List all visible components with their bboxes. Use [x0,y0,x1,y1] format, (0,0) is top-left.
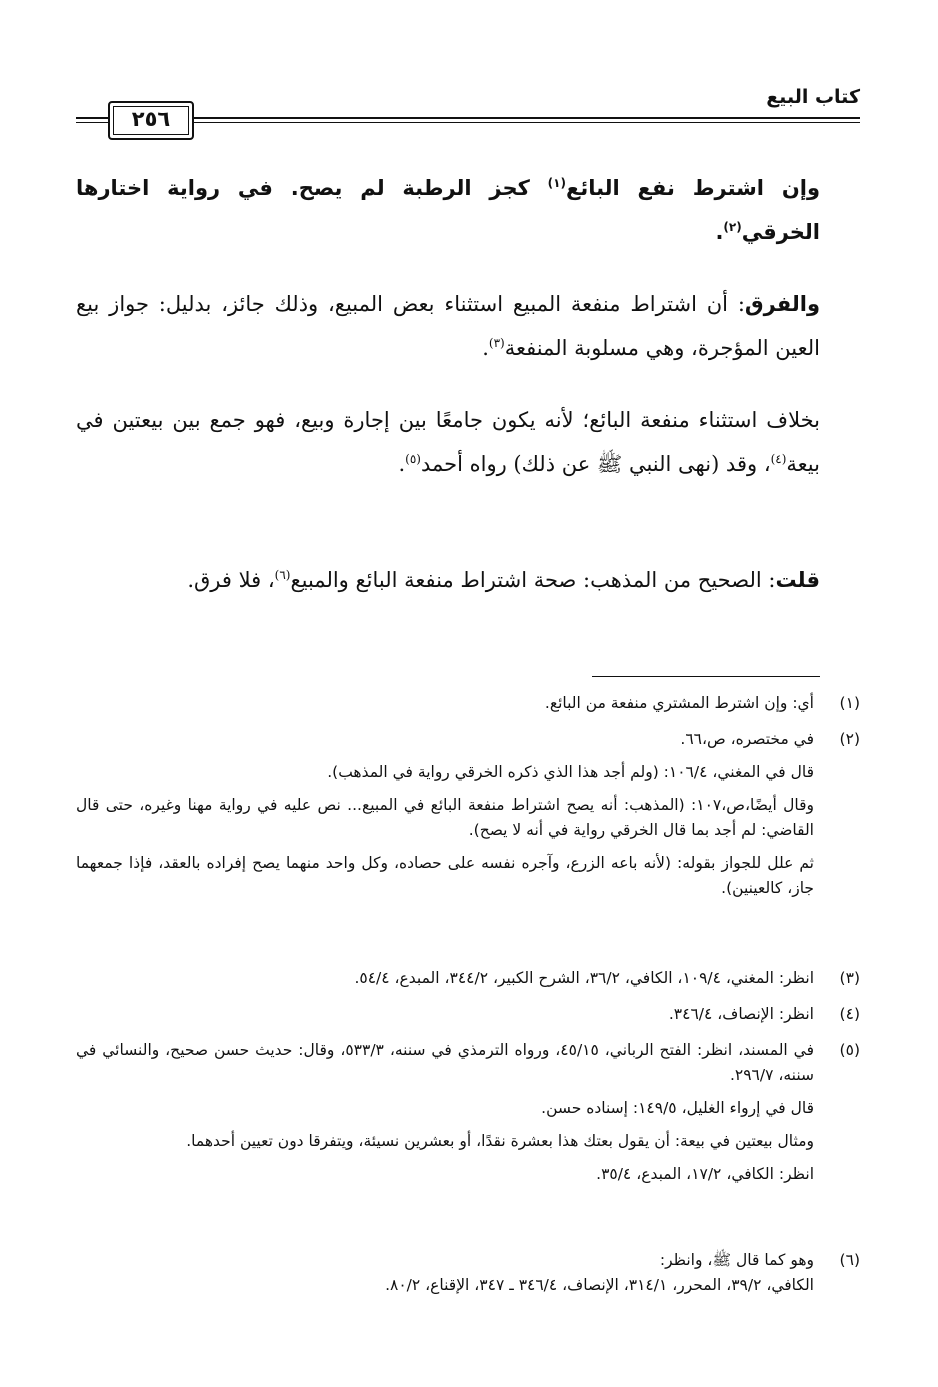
footnote-line: ثم علل للجواز بقوله: (لأنه باعه الزرع، وآجره نفسه على حصاده، وكل واحد منهما يصح إفراده بالعقد، فإذا جمعهما جاز، كالعينين). [76,854,814,897]
footnote-ref: (١) [547,176,566,190]
footnote-number: (١) [839,694,860,712]
header-rule-left-thin [76,122,110,123]
footnote-number: (٢) [839,730,860,748]
footnote-6 [76,1248,860,1298]
footnote-2 [76,727,860,901]
text: كجز الرطبة لم يصح. في رواية اختارها الخرقي [76,176,820,244]
footnote-ref: (٣) [488,336,505,350]
paragraph-difference [76,282,820,370]
header-rule [128,117,860,119]
text: ، وقد (نهى النبي ﷺ عن ذلك) رواه أحمد [420,452,771,476]
footnote-ref: (٦) [274,568,291,582]
footnote-line: في المسند، انظر: الفتح الرباني، ٤٥/١٥، ورواه الترمذي في سننه، ٥٣٣/٣، وقال: حديث حسن صحيح، والنسائي في سننه، ٢٩٦/٧. [76,1041,814,1084]
footnote-separator [592,676,820,677]
footnote-number: (٥) [839,1041,860,1059]
footnote-line: انظر: المغني، ١٠٩/٤، الكافي، ٣٦/٢، الشرح الكبير، ٣٤٤/٢، المبدع، ٥٤/٤. [354,969,814,987]
footnote-3 [76,966,860,991]
footnote-line: وقال أيضًا،ص،١٠٧: (المذهب: أنه يصح اشتراط منفعة البائع في المبيع... نص عليه في رواية مهنا وغيره، حتى قال القاضي: لم أجد بما قال الخرقي رواية في أنه لا يصح). [76,796,815,839]
footnote-line: انظر: الكافي، ١٧/٢، المبدع، ٣٥/٤. [596,1165,814,1183]
paragraph-condition [76,166,820,254]
text: : الصحيح من المذهب: صحة اشتراط منفعة البائع والمبيع [290,568,776,592]
footnote-line: قال في المغني، ١٠٦/٤: (ولم أجد هذا الذي ذكره الخرقي رواية في المذهب). [327,763,814,781]
page-number: ٢٥٦ [131,107,171,131]
text: ، فلا فرق. [187,568,275,592]
text: : أن اشتراط منفعة المبيع استثناء بعض المبيع، وذلك جائز، بدليل: جواز بيع العين المؤجرة، وهي مسلوبة المنفعة [76,292,820,360]
footnote-number: (٤) [839,1005,860,1023]
keyword: قلت [775,568,820,592]
footnote-ref: (٥) [405,452,421,466]
header-rule-left [76,117,110,119]
footnote-line: وهو كما قال ﷺ، وانظر: [659,1251,814,1269]
footnote-ref: (٤) [770,452,787,466]
footnote-number: (٦) [839,1251,860,1269]
footnote-ref: (٢) [723,220,742,234]
footnote-line: في مختصره، ص،٦٦. [680,730,814,748]
text: . [482,336,489,360]
footnote-1 [76,691,860,716]
header-rule-thin [128,122,860,123]
footnote-5 [76,1038,860,1187]
footnote-line: أي: وإن اشترط المشتري منفعة من البائع. [544,694,814,712]
footnote-line: ومثال بيعتين في بيعة: أن يقول بعتك هذا بعشرة نقدًا، أو بعشرين نسيئة، ويتفرقا دون تعيين أحدهما. [186,1132,814,1150]
text: وإن اشترط نفع البائع [565,176,820,200]
footnote-number: (٣) [839,969,860,987]
text: . [715,220,724,244]
text: بخلاف استثناء منفعة البائع؛ لأنه يكون جامعًا بين إجارة وبيع، فهو جمع بين بيعتين في بيعة [76,408,820,476]
keyword: والفرق [744,292,820,316]
footnote-4 [76,1002,860,1027]
paragraph-opinion [76,558,820,602]
text: . [398,452,406,476]
paragraph-contrast [76,398,820,486]
footnote-line: الكافي، ٣٩/٢، المحرر، ٣١٤/١، الإنصاف، ٣٤٦/٤ ـ ٣٤٧، الإقناع، ٨٠/٢. [385,1276,814,1294]
page-number-frame [108,101,194,140]
running-header-title: كتاب البيع [766,86,860,108]
footnote-line: قال في إرواء الغليل، ١٤٩/٥: إسناده حسن. [541,1099,814,1117]
footnote-line: انظر: الإنصاف، ٣٤٦/٤. [668,1005,814,1023]
